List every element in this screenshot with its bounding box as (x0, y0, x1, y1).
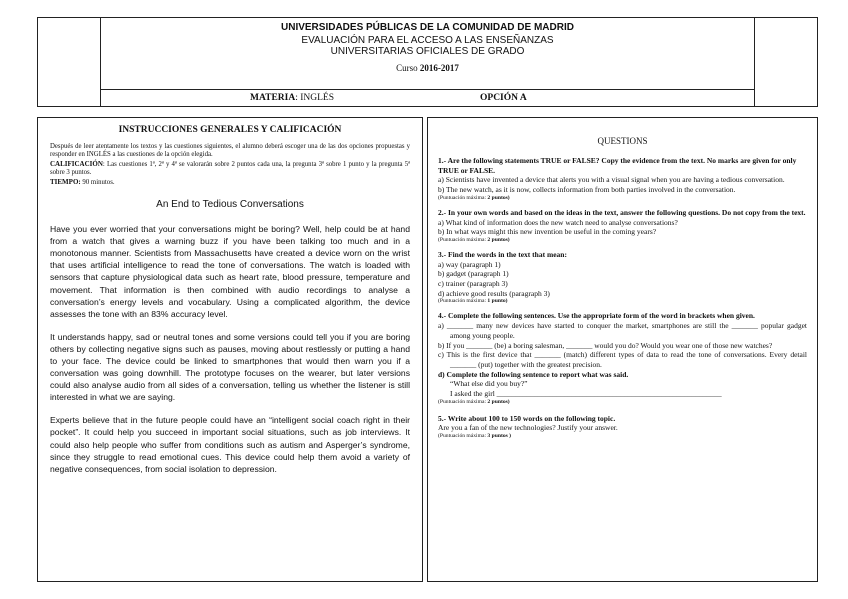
question-item: a) What kind of information does the new watch need to analyse conversations? (438, 217, 678, 227)
grading-label: CALIFICACIÓN (50, 159, 103, 168)
course-label: Curso (396, 63, 418, 73)
time-text: 90 minutos. (80, 178, 115, 186)
question-1 (438, 156, 807, 202)
header-center (100, 18, 755, 106)
points-label: (Puntuación máxima: (438, 236, 487, 243)
question-points (438, 237, 807, 244)
subject-row (100, 89, 755, 106)
question-heading: 4.- Complete the following sentences. Use the appropriate form of the word in brackets when given. (438, 311, 755, 321)
question-heading: 5.- Write about 100 to 150 words on the following topic. (438, 413, 616, 423)
points-value: 2 puntos) (487, 236, 510, 243)
article-paragraph: It understands happy, sad or neutral tones and some versions could tell you if you are boring others by collecting negative signs such as pauses, moving about restlessly or putting a hand to your face. The device could be linked to smartphones that would then warn you if a conversation was going downhill. The prototype focuses on the wearer, but later versions could also analyse audio from all sides of a conversation, telling us whether the listener is still interested in what we are saying. (50, 331, 410, 403)
reported-answer-line: I asked the girl ____________________________________________________________ (450, 389, 722, 399)
question-heading: 1.- Are the following statements TRUE or FALSE? Copy the evidence from the text. No marks are given for only TRUE or FALSE. (438, 156, 797, 175)
article-paragraph: Experts believe that in the future people could have an “intelligent social coach right in their pocket”. It could help you succeed in important social situations, such as job interviews. It could also help people who suffer from conditions such as autism and Asperger’s syndrome, since they struggle to read emotional cues. This device could help them avoid a variety of negative consequences, from social isolation to depression. (50, 415, 410, 474)
points-value: 3 puntos ) (487, 433, 512, 440)
question-item: b) The new watch, as it is now, collects information from both parties involved in the conversation. (438, 185, 736, 195)
exam-line-2: UNIVERSITARIAS OFICIALES DE GRADO (330, 46, 525, 57)
question-item: a) way (paragraph 1) (438, 259, 501, 269)
course-value: 2016-2017 (419, 63, 459, 73)
university-title: UNIVERSIDADES PÚBLICAS DE LA COMUNIDAD DE MADRID (281, 22, 574, 33)
question-points (438, 195, 807, 202)
points-value: 2 puntos) (487, 398, 510, 405)
question-item: c) This is the first device that _______ (match) different types of data to read the tone of conversations. Every detail _______ (put) together with the greatest precision. (438, 350, 807, 369)
subject (250, 90, 334, 106)
exam-line-1: EVALUACIÓN PARA EL ACCESO A LAS ENSEÑANZAS (301, 35, 554, 46)
points-label: (Puntuación máxima: (438, 298, 487, 305)
points-value: 1 punto) (487, 298, 508, 305)
question-heading: 3.- Find the words in the text that mean: (438, 249, 567, 259)
header-right-cell (754, 18, 817, 106)
question-points (438, 298, 807, 305)
header-left-cell (38, 18, 101, 106)
exam-header (37, 17, 818, 107)
question-item: b) gadget (paragraph 1) (438, 269, 509, 279)
points-label: (Puntuación máxima: (438, 398, 487, 405)
question-4 (438, 311, 807, 405)
reported-quote: “What else did you buy?” (450, 379, 528, 389)
points-value: 2 puntos) (487, 194, 510, 201)
grading-text: : Las cuestiones 1ª, 2ª y 4ª se valorarán sobre 2 puntos cada una, la pregunta 3ª sobre 1 punto y la pregunta 5ª sobre 3 puntos. (50, 160, 410, 177)
question-item: b) In what ways might this new invention be useful in the coming years? (438, 227, 657, 237)
points-label: (Puntuación máxima: (438, 433, 487, 440)
text-column (37, 117, 423, 582)
question-item: c) trainer (paragraph 3) (438, 279, 508, 289)
instructions-intro: Después de leer atentamente los textos y las cuestiones siguientes, el alumno deberá escoger una de las dos opciones propuestas y responder en INGLÉS a las cuestiones de la opción elegida. (50, 143, 410, 159)
instructions-title: INSTRUCCIONES GENERALES Y CALIFICACIÓN (118, 125, 342, 135)
subject-label: MATERIA (250, 93, 296, 103)
time-label: TIEMPO: (50, 177, 81, 186)
questions-title: QUESTIONS (597, 136, 648, 146)
question-item: d) achieve good results (paragraph 3) (438, 288, 550, 298)
subject-value: : INGLÉS (295, 93, 335, 103)
questions-column (427, 117, 818, 582)
question-2 (438, 208, 807, 244)
question-item: d) Complete the following sentence to report what was said. (438, 369, 629, 379)
points-label: (Puntuación máxima: (438, 194, 487, 201)
question-prompt: Are you a fan of the new technologies? Justify your answer. (438, 423, 618, 433)
question-item: a) Scientists have invented a device that alerts you with a visual signal when you are having a tedious conversation. (438, 175, 785, 185)
article-paragraph: Have you ever worried that your conversations might be boring? Well, help could be at hand from a watch that gives a warning buzz if you have been talking too much and in a monotonous manner. Scientists from Massachusetts have created a device worn on the wrist that uses artificial intelligence to read the tone of conversations. The watch is loaded with sensors that capture physiological data such as heart rate, blood pressure, temperature and movement. That information is then combined with audio recordings to analyse a conversation’s energy levels and vocabulary. Using a complicated algorithm, the device assesses the tone with an 83% accuracy level. (50, 224, 410, 319)
question-item: b) If you _______ (be) a boring salesman, _______ would you do? Would you wear one of those new watches? (438, 340, 773, 350)
question-points (438, 399, 807, 406)
question-item: a) _______ many new devices have started to conquer the market, smartphones are still the _______ popular gadget among young people. (438, 321, 807, 340)
course (100, 63, 755, 73)
option-label: OPCIÓN A (480, 93, 527, 103)
instructions-time (50, 178, 410, 187)
instructions-grading (50, 160, 410, 178)
question-points (438, 433, 807, 440)
article-title: An End to Tedious Conversations (156, 199, 304, 211)
question-5 (438, 414, 807, 440)
question-heading: 2.- In your own words and based on the ideas in the text, answer the following questions. Do not copy from the text. (438, 207, 806, 217)
question-3 (438, 250, 807, 306)
